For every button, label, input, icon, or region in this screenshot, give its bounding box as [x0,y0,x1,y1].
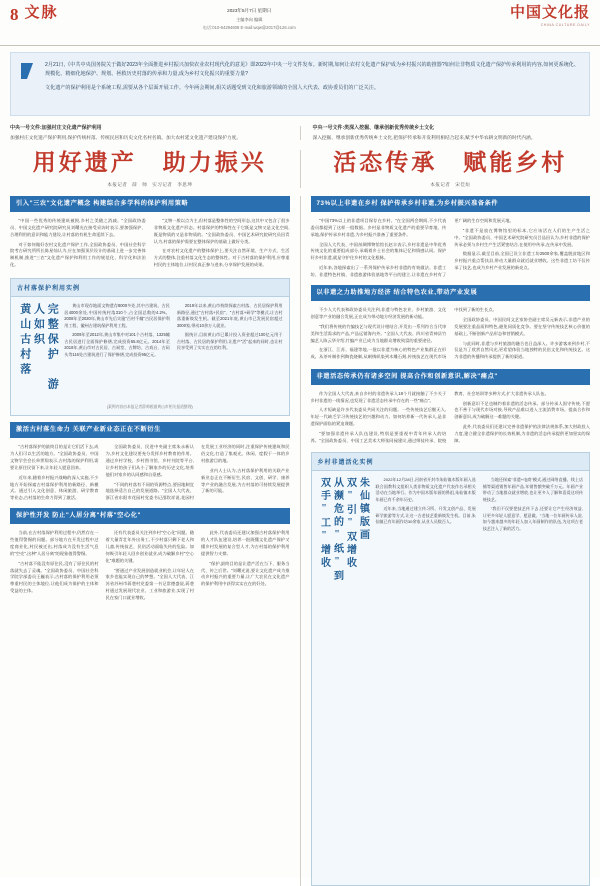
headline-right-col [311,150,591,187]
section-name: 文脉 [24,5,59,21]
left-subhead-3: 保护性开发 防止"人居分离"村落"空心化" [10,508,290,524]
paragraph: 对于如何做好农村文化遗产保护工作,全国政协委员、中国社会科学院考古研究所所长陈星灿认为,应在加强顶层设计的基础上进一步完善体制机制,推进"三农"文化遗产保护和利用工作的规范化、科学化和法治化。 [10,241,146,268]
paragraph: 当地还探索"非遗+电商"模式,通过网络直播、线上店铺等渠道销售年画产品,年销售额突破千万元。年画产业带动了当地群众就业增收,也让更多人了解和喜爱这项传统技艺。 [482,477,583,502]
paragraph: 创新意识不足也制约着非遗的活态传承。部分传承人固守传统,不愿也不善于与现代市场对接,导致产品难以进入主流消费市场。提高合作和创新意识,成为破解这一难题的关键。 [454,400,590,420]
paragraph: "要加强非遗传承人队伍建设,特别是要重视中青年传承人的培养。"全国政协委员、中国工艺美术大师张同禄建议,通过师徒传承、院校教育、社会培训等多种方式,扩大非遗传承人队伍。 [310,390,549,443]
note-right [313,124,591,142]
right-article [311,196,591,886]
paragraph: 据统计,目前黄山市已累计投入资金超过100亿元用于古村落、古民居的保护利用,让遗产"活"起来的同时,也让村民享受到了实实在在的红利。 [176,332,283,351]
left-subhead-1: 引入"三农"文化遗产概念 构建综合多学科的保护利用策略 [10,196,290,212]
right-section-2-text [311,307,591,363]
paragraph: 不少人大代表和政协委员关注到,非遗与特色农业、乡村旅游、文化创意等产业的融合发展,正在成为带动地方经济发展的新动能。 [310,307,447,319]
paragraph: 黄山市现存地面文物遗存8000多处,其中古建筑、古民居4000余处,中国传统村落310个,占全国总数的4.2%。2008年至2020年,黄山市先后实施"百村千幢"古民居保护利用工程、徽州古建筑保护利用工程。 [64,303,170,328]
paragraph: "要通过产业发展创造就业机会,让年轻人在家乡也能实现自己的梦想。"全国人大代表、江苏省苏州市蒋巷村党委第一书记常德盛说,蒋巷村通过发展现代农业、工业和旅游业,实现了村民在家门口就业增收。 [105,567,194,601]
rural-box-title: 乡村非遗活化实例 [312,453,590,471]
paragraph: 2019年以来,黄山市持续探索古村落、古民居保护利用新路径,通过"古村落+民宿"、"古村落+研学"等模式,让古村落重新焕发生机。截至2021年底,黄山市已发展民宿超过3000家,带动10余万人就业。 [176,303,283,328]
paragraph: 作为全国人大代表,来自乡村的非遗传承人18个月就接触了不少关于乡村非遗的一线情况,也发现了非遗活态传承中存在的一些"痛点"。 [310,390,447,403]
paragraph: "古村落不能没有原住民,没有了原住民的村落就失去了灵魂。"全国政协委员、中国社会科学院学部委员王巍表示,古村落的保护利用必须尊重村民的主体地位,让他们成为保护的主体和受益的主体。 [10,560,99,594]
note-right-head: 中央一号文件:类深入挖掘、继承创新优秀传统乡土文化 [312,125,435,131]
note-left [10,124,288,142]
paragraph: "中国一些优秀的传统建筑被毁,乡村之美随之消减。"全国政协委员、中国文化遗产研究院研究员刘曙光在接受采访时表示,要加强保护、合理利用的意识和能力建设,让村落的有机生命延续下去。 [10,217,146,237]
note-left-head: 中央一号文件:加强村庄文化遗产保护利用 [10,125,102,131]
lead-paragraph-2: 文化遗产的保护利用是个系统工程,需要从各个层面开展工作。今年两会期间,相关话题受到文化和旅游领域的全国人大代表、政协委员们的广泛关注。 [45,84,379,91]
paragraph: 近年来,随着乡村振兴战略的深入实施,不少地方开始探索古村落保护利用的新路径、新模式。通过引入文化创意、休闲旅游、研学教育等业态,古村落的生命力得到了激活。 [10,474,99,501]
paragraph: "不同的村落有不同的资源特点,要因地制宜地选择适合自己的发展道路。"全国人大代表、浙江省东阳市花园村党委书记邵钦祥说,花园村在发展工业经济的同时,注重保护传统建筑和民俗文化,打造了集观光、休闲、度假于一体的乡村旅游目的地。 [105,444,290,501]
right-section-3-text [311,391,591,447]
case-box-rural [311,452,591,886]
headline-separator [300,150,301,187]
paragraph: 还有代表委员关注到乡村"空心化"问题。随着大量青壮年外出务工,不少村落只剩下老人和儿童,传统技艺、民俗活动面临失传的危险。如何吸引年轻人回乡创业就业,成为破解乡村"空心化"难题的关键。 [105,530,194,563]
paragraph: 此外,代表委员们还建议完善非遗保护的法律法规体系,加大财政投入力度,建立健全非遗保护的长效机制,为非遗的活态传承提供更加坚实的保障。 [454,424,590,443]
case-vtitle-line2: 黄山古村落 [18,303,31,379]
paragraph: 全国政协委员、中国民间文艺家协会副主席吴元新表示,非遗产业的发展要注重品质和特色,避免同质化竞争。要在坚守传统技艺核心价值的基础上,不断创新产品形态和营销模式。 [454,316,590,336]
paragraph: 当前,在古村落保护利用过程中,仍然存在一些值得警惕的问题。部分地方在开发过程中过度商业化,村民被迁出,村落成为没有生活气息的"空壳",这种"人居分离"的现象值得警惕。 [10,530,99,556]
case-box-vertical-title [17,303,58,399]
publication-date: 2023年5月7日 星期日 [227,8,272,13]
byline-right: 本报记者 宋佳烜 [430,181,471,187]
left-article [10,196,290,886]
right-subhead-3: 非遗活态传承仍有诸多空间 提高合作和创新意识,解决"痛点" [311,369,591,385]
newspaper-brand [440,6,590,27]
byline-left: 本报记者 薛 帅 实习记者 李思坤 [107,181,193,187]
paragraph: "我们将传统的竹编技艺与现代设计相结合,开发出一系列符合当代审美和生活需求的产品,产品远销海内外。"全国人大代表、四川省青神县竹编艺人陈云华介绍,竹编产业已成为当地群众增收致富的重要途径。 [310,323,447,343]
brand-title: 中国文化报 [509,5,590,21]
left-subhead-2: 激活古村落生命力 关联产业新业态正在不断衍生 [10,422,290,438]
editor-credit: 主编李向 编辑 [236,16,263,22]
right-subhead-2: 以非遗之力助推地方经济 结合特色农业,带动产业发展 [311,285,591,301]
left-section-2-text [10,444,290,502]
paragraph: 此外,代表委员还建议加强古村落保护利用的人才队伍建设,培养一批既懂文化遗产保护又懂乡村发展的复合型人才,为古村落的保护利用提供智力支撑。 [201,530,290,556]
rural-box-text [376,477,584,532]
contact-info: 电话:010-64294608 E-mail:wqw@2017@126.com [202,25,296,31]
paragraph: 人才短缺是许多代表委员共同关注的问题。一些传统技艺后继无人,年轻一代缺乏学习传统技艺的兴趣和动力。如何培养新一代传承人,是非遗保护面临的紧迫课题。 [310,407,447,427]
paragraph: "我们不仅要把技艺传下去,还要让它产生经济效益,让更多年轻人愿意学、愿意做。"当地一位年画传承人说,如今越来越多的年轻人加入年画制作的队伍,为这项古老技艺注入了新的活力。 [482,506,583,531]
paragraph: 与此同时,非遗与乡村旅游的融合也日益深入。许多游客来到乡村,不仅是为了欣赏自然风光,更希望体验当地独特的民俗文化和传统技艺。这为非遗的传播和传承提供了新的渠道。 [454,340,590,360]
paragraph: "中国73%以上的非遗项目保存在乡村。"在全国两会期间,不少代表委员都提到了这样一组数据。乡村是非物质文化遗产的重要孕育地、传承地,保护传承乡村非遗,为乡村振兴准备了重要条件。 [310,217,447,237]
right-section-1-text [311,218,591,279]
headlines-row [10,150,590,187]
case-box-text [64,303,282,399]
headline-left: 用好遗产 助力振兴 [32,150,267,176]
page-number: 8 [10,5,19,24]
paragraph: 2009年至2012年,黄山市集中对101个古村落、1325幢古民居进行全面保护修缮,完成投资55.8亿元。2014年至2018年,黄山市对古民居、古祠堂、古牌坊、古戏台、古码头等116处古建筑进行了保护修缮,完成投资95亿元。 [64,332,170,357]
paragraph: 全国人大代表、中国丝绸博物馆馆长赵丰表示,乡村非遗是中华优秀传统文化的重要组成部分,承载着乡土社会的集体记忆和情感认同。保护好乡村非遗,就是守护住乡村的文化根脉。 [310,241,447,261]
column-divider [300,196,301,886]
lead-block [10,52,590,116]
lead-paragraph-1: 2月21日,《中共中央国务院关于做好2023年全面推进乡村振兴加快农业农村现代化的意见》即2023年中央一号文件发布。新时期,如何让农村文化遗产保护成为乡村振兴的助推器?如何让非物质文化遗产保护传承利用的内容,如何更系统化、规模化、精细化地保护、规划、拯救历史村落的传承和力量,成为乡村文化振兴的重要力量? [45,62,579,78]
paragraph: 2022年12月28日,河南省开封市朱仙镇木版年画入选联合国教科文组织人类非物质文化遗产代表作名录相关活动在当地举行。作为中国木版年画的鼻祖,朱仙镇木版年画已有千余年历史。 [375,477,476,502]
rural-vtitle-line1: 朱仙镇版画双"引"双增收 [344,477,369,571]
case-box-note: (案例内容由本报记者薛帅根据黄山市相关报道整理) [106,405,193,410]
notes-divider [300,126,301,140]
paragraph: 近年来,当地通过建立传习所、开发文创产品、发展研学旅游等方式,让这一古老技艺重新焕发生机。目前,朱仙镇已有年画作坊30余家,从业人员数百人。 [375,506,476,525]
case-vtitle-line1: 完整保护 游人如织 [32,303,59,394]
note-right-body: 深入挖掘、继承创新优秀传统乡土文化,把保护传承和开发利用相结合起来,赋予中华农耕文明新的时代内涵。 [312,135,536,140]
rural-vtitle-line2: 从濒危的"纸"到双手"工"增收 [318,477,343,584]
note-left-body: 加强村庄文化遗产保护利用,保护传统村落、传统民居和历史文化名村名镇。加大农村延文化遗产建设保护力度。 [10,135,241,140]
paragraph: "古村落保护的最终目的是让它们活下去,成为人们可以生活的地方。"全国政协委员、中国文物学会会长单霁翔表示,古村落的保护利用,需要让原住民留下来,让年轻人愿意回来。 [10,444,99,470]
quote-mark-icon [19,61,37,81]
rural-box-vertical-title [318,477,370,587]
editor-notes-row [10,124,590,142]
paragraph: "保护,最终目的是让遗产活在当下、服务当代、传之后世。"刘曙光说,要让文化遗产成为推动乡村振兴的重要力量,让广大农民在文化遗产的保护利用中获得实实在在的好处。 [201,560,290,587]
article-body [10,196,590,886]
left-section-3-text [10,530,290,886]
masthead [0,0,600,46]
paragraph: "非遗不是放在博物馆里的标本,它应该活在人们的生产生活之中。"全国政协委员、中国艺术研究院研究员吕品田认为,乡村非遗的保护传承必须与乡村生产生活紧密结合,在使用中传承,在传承中发展。 [454,227,590,247]
paragraph: 全国政协委员、民进中央副主席朱永新认为,乡村文化建设要充分发挥乡村教育的作用。通过乡村学校、乡村图书馆、乡村书院等平台,让乡村的孩子们从小了解家乡的历史文化,培养他们对家乡的认同感和自豪感。 [105,444,194,477]
case-box-village [10,278,290,416]
brand-subtitle: CHINA CULTURE DAILY [540,23,590,27]
paragraph: 在浙江、江苏、福建等地,一批以非遗为核心的特色产业集群正在形成。从茶叶制作到陶瓷烧制,从刺绣织染到木雕石刻,传统技艺在现代市场中找到了新的生长点。 [310,307,497,360]
paragraph: 在对农村文化遗产的整体保护上,要关注自然环境、生产方式、生活方式的整体,注重村落文化生态的整体性。对于古村落的保护利用,应尊重村民的主体地位,让村民真正参与进来,分享保护发展的成果。 [153,248,290,268]
paragraph: 近年来,各地探索出了一系列保护传承乡村非遗的有效做法。非遗工坊、非遗特色村镇、非遗旅游体验基地等平台的建立,让非遗在乡村有了更广阔的生存空间和发展天地。 [310,217,514,278]
paragraph: 业内人士认为,古村落保护利用的关联产业新业态正在不断衍生,民宿、文创、研学、康养等产业的融合发展,为古村落的可持续发展提供了新的可能。 [201,467,290,494]
paragraph: "文物一般以点为主,但村落是整体性的空间形态,这其中又包含了很多非物质文化遗产形态。村落保护的特殊性在于它既是文物又是文化空间,既是物质的又是非物质的。"全国政协委员、中国艺术研究院研究员田青认为,村落的保护需要在整体保护的基础上做好分类。 [153,217,290,244]
left-section-1-text [10,218,290,272]
right-subhead-1: 73%以上非遗在乡村 保护传承乡村非遗,为乡村振兴准备条件 [311,196,591,212]
case-box-title: 古村落保护利用实例 [11,279,289,297]
paragraph: 数据显示,截至目前,全国已设立非遗工坊2500余家,覆盖脱贫地区和乡村振兴重点帮扶县,带动大量群众就近就业增收。这些非遗工坊不仅传承了技艺,也成为乡村产业发展的新亮点。 [454,251,590,271]
masthead-info [59,6,440,31]
headline-right: 活态传承 赋能乡村 [333,150,568,176]
headline-left-col [10,150,290,187]
